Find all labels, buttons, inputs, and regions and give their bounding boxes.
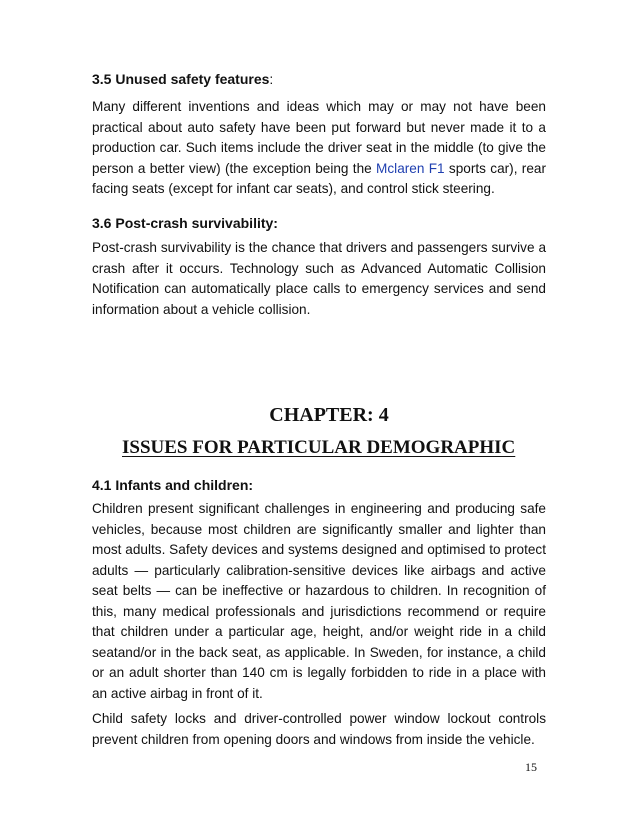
section-3-5 <box>92 70 546 200</box>
section-paragraph: Child safety locks and driver-controlled power window lockout controls prevent children from opening doors and windows from inside the vehicle. <box>92 711 546 747</box>
paragraph-text: Many different inventions and ideas which may or may not have been practical about auto safety have been put forward but never made it to a production car. Such items include the driver seat in the middle (to give the person a better view) (the exception being the <box>92 99 546 176</box>
page-number: 15 <box>525 760 537 774</box>
mclaren-f1-link[interactable]: Mclaren F1 <box>376 160 445 176</box>
section-paragraph: Post-crash survivability is the chance that drivers and passengers survive a crash after it occurs. Technology such as Advanced Automatic Collision Notification can automatically place calls to emergency services and send information about a vehicle collision. <box>92 240 546 317</box>
chapter-number: CHAPTER: 4 <box>269 404 389 426</box>
section-heading: 3.6 Post-crash survivability: <box>92 215 278 231</box>
section-paragraph: Children present significant challenges in engineering and producing safe vehicles, because most children are significantly smaller and lighter than most adults. Safety devices and systems designed and optimised to protect adults — particularly calibration-sensitive devices like airbags and active seat belts — can be ineffective or hazardous to children. In recognition of this, many medical professionals and jurisdictions recommend or require that children under a particular age, height, and/or weight ride in a child seatand/or in the back seat, as applicable. In Sweden, for instance, a child or an adult shorter than 140 cm is legally forbidden to ride in a place with an active airbag in front of it. <box>92 501 546 701</box>
section-heading: 4.1 Infants and children: <box>92 477 254 493</box>
section-3-6 <box>92 214 546 320</box>
section-heading: 3.5 Unused safety features: <box>92 71 274 87</box>
section-4-1 <box>92 476 546 750</box>
chapter-title: ISSUES FOR PARTICULAR DEMOGRAPHIC <box>122 437 516 458</box>
paragraph-text: sports car), rear facing seats (except for infant car seats), and control stick steering. <box>92 160 546 196</box>
heading-colon: : <box>269 71 274 87</box>
section-paragraph <box>92 97 546 200</box>
